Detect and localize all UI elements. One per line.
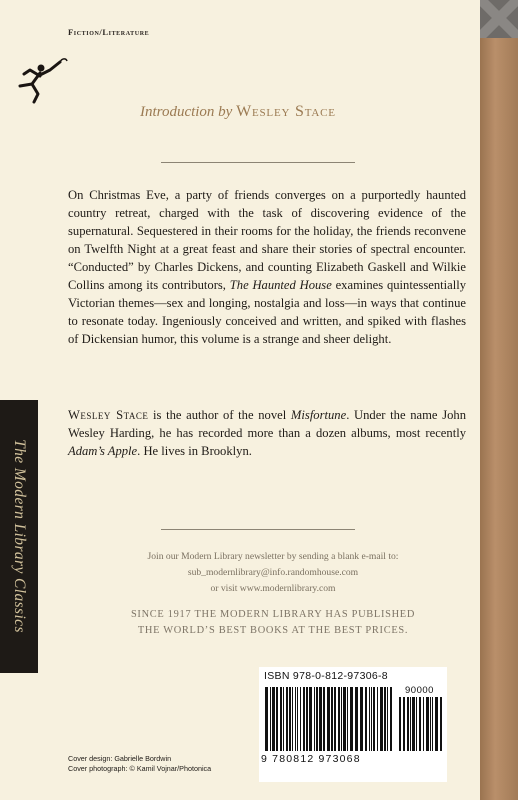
- barcode-bar: [355, 687, 358, 751]
- barcode-bar: [297, 687, 298, 751]
- barcode-bar: [343, 687, 346, 751]
- addon-barcode: [399, 697, 443, 753]
- spine-series-text: The Modern Library Classics: [11, 439, 28, 633]
- publisher-slogan: [68, 607, 478, 639]
- barcode-bar: [327, 687, 330, 751]
- barcode-bar: [283, 687, 284, 751]
- barcode-bar: [384, 687, 386, 751]
- barcode-bar: [435, 697, 438, 751]
- category-label: Fiction/Literature: [68, 27, 150, 37]
- barcode-bar: [373, 687, 375, 751]
- barcode-bar: [419, 697, 421, 751]
- bio-album-title: Adam’s Apple: [68, 444, 138, 458]
- newsletter-website: or visit www.modernlibrary.com: [210, 583, 336, 594]
- barcode-bar: [410, 697, 411, 751]
- barcode-bar: [331, 687, 333, 751]
- barcode-bar: [303, 687, 305, 751]
- slogan-line-2: THE WORLD’S BEST BOOKS AT THE BEST PRICES.: [137, 625, 409, 636]
- barcode-bar: [360, 687, 363, 751]
- barcode-bar: [440, 697, 442, 751]
- barcode-bar: [276, 687, 278, 751]
- barcode-bar: [270, 687, 271, 751]
- barcode-bar: [341, 687, 342, 751]
- isbn-text: ISBN 978-0-812-97306-8: [264, 670, 388, 682]
- barcode-bar: [423, 697, 424, 751]
- barcode-bar: [377, 687, 378, 751]
- barcode-bar: [319, 687, 322, 751]
- bio-author-name: Wesley Stace: [68, 408, 149, 422]
- barcode-bar: [272, 687, 275, 751]
- barcode-bar: [350, 687, 353, 751]
- price-code: 90000: [405, 685, 434, 696]
- divider-bottom: [161, 529, 355, 530]
- divider-top: [161, 162, 355, 163]
- barcode-bar: [412, 697, 415, 751]
- blurb-part-1: On Christmas Eve, a party of friends converges on a purportedly haunted country retreat, charged with the task of discovering evidence of the supernatural. Sequestered in their rooms for the holiday, the friends reconvene on Twelfth Night at a great feast and share their stories of spectral encounter. “Conducted” by Charles Dickens, and counting Elizabeth Gaskell and Wilkie Collins among its contributors,: [68, 188, 466, 292]
- barcode-bar: [371, 687, 372, 751]
- barcode-panel: [259, 667, 447, 782]
- introduction-credit: [140, 103, 336, 121]
- cover-photo-credit: Cover photograph: © Kamil Vojnar/Photonica: [68, 764, 212, 773]
- bio-text-1: is the author of the novel: [148, 408, 291, 422]
- barcode-bar: [426, 697, 429, 751]
- barcode-bar: [265, 687, 268, 751]
- barcode-bar: [432, 697, 433, 751]
- barcode-bar: [369, 687, 370, 751]
- barcode-bar: [399, 697, 401, 751]
- barcode-bar: [403, 697, 405, 751]
- barcode-bar: [390, 687, 392, 751]
- barcode-bar: [280, 687, 282, 751]
- barcode-bar: [365, 687, 367, 751]
- cover-credits: [68, 754, 211, 774]
- barcode-bar: [334, 687, 336, 751]
- watermark-logo: [480, 0, 518, 38]
- bio-text-3: . He lives in Brooklyn.: [137, 444, 252, 458]
- torchbearer-logo-icon: [10, 56, 70, 111]
- intro-by: Introduction by: [140, 104, 233, 120]
- barcode-bar: [309, 687, 312, 751]
- book-blurb: [68, 186, 466, 348]
- newsletter-line-1: Join our Modern Library newsletter by sending a blank e-mail to:: [147, 551, 399, 562]
- ean-barcode: [265, 687, 395, 753]
- barcode-bar: [347, 687, 348, 751]
- barcode-bar: [316, 687, 318, 751]
- barcode-bar: [286, 687, 288, 751]
- intro-name: Wesley Stace: [236, 103, 336, 120]
- bio-novel-title: Misfortune: [290, 408, 347, 422]
- newsletter-email: sub_modernlibrary@info.randomhouse.com: [187, 567, 359, 578]
- barcode-bar: [430, 697, 431, 751]
- barcode-bar: [295, 687, 296, 751]
- slogan-line-1: SINCE 1917 THE MODERN LIBRARY HAS PUBLISHED: [130, 609, 416, 620]
- newsletter-info: [68, 549, 478, 597]
- barcode-bar: [300, 687, 301, 751]
- barcode-bar: [380, 687, 383, 751]
- cover-design-credit: Cover design: Gabrielle Bordwin: [68, 754, 172, 763]
- author-bio: [68, 406, 466, 460]
- barcode-bar: [289, 687, 291, 751]
- barcode-bar: [314, 687, 315, 751]
- blurb-book-title: The Haunted House: [229, 278, 332, 292]
- barcode-bar: [407, 697, 409, 751]
- ean-number: 9 780812 973068: [261, 753, 361, 765]
- bio-text-2: . Under the name John Wesley Harding, he has recorded more than a dozen albums, most recently: [68, 408, 466, 440]
- barcode-bar: [306, 687, 308, 751]
- brown-edge-strip: [480, 0, 518, 800]
- barcode-bar: [387, 687, 388, 751]
- barcode-bar: [323, 687, 325, 751]
- barcode-bar: [416, 697, 417, 751]
- barcode-bar: [292, 687, 293, 751]
- blurb-part-2: examines quintessentially Victorian themes—sex and longing, nostalgia and loss—in ways that continue to resonate today. Ingeniously conceived and written, and spiked with flashes of Dickensian humor, this volume is a strange and sheer delight.: [68, 278, 466, 346]
- barcode-bar: [338, 687, 340, 751]
